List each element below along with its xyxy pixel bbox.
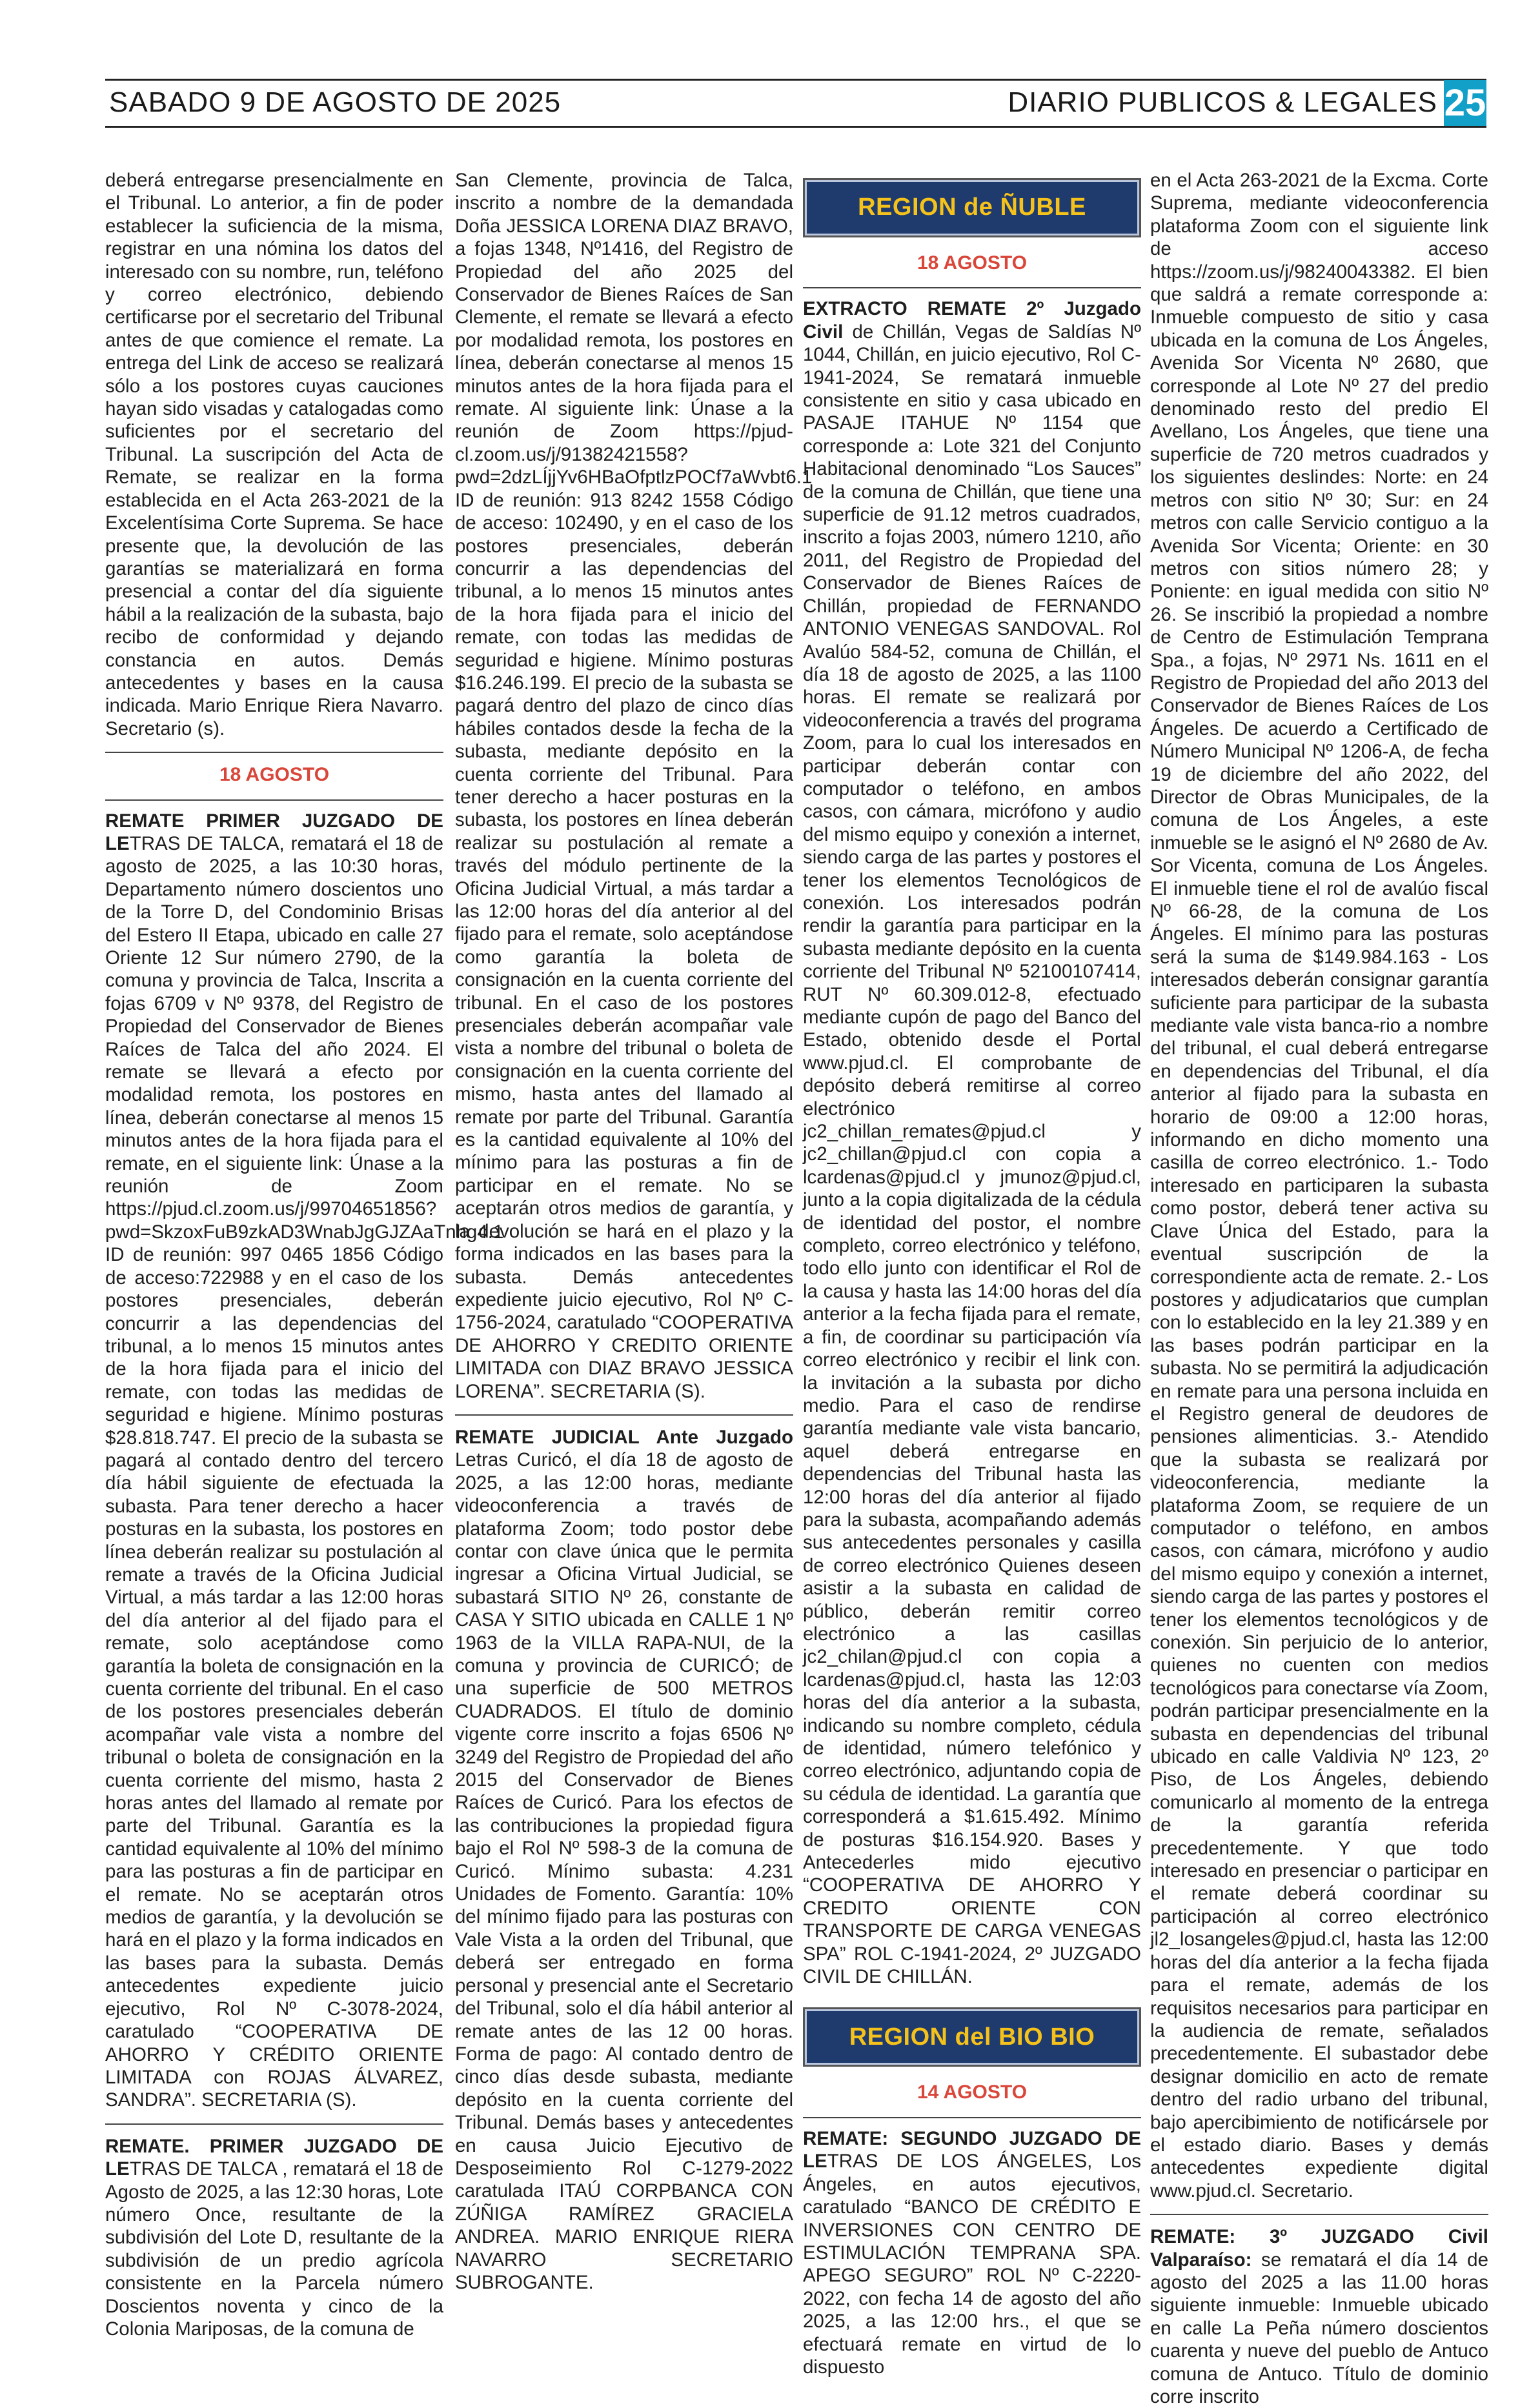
legal-notice bbox=[803, 297, 1141, 1988]
notice-lead: REMATE. PRIMER JUZGADO DE LE bbox=[105, 2135, 443, 2180]
column-2 bbox=[455, 169, 813, 2293]
notice-lead: REMATE: 3º JUZGADO Civil Valparaíso: bbox=[1150, 2226, 1488, 2271]
legal-notice bbox=[105, 2135, 443, 2341]
region-banner-bio-bio bbox=[803, 2007, 1141, 2067]
notice-body: TRAS DE TALCA , rematará el 18 de Agosto de 2025, a las 12:30 horas, Lote número Once, resultante de la subdivisión del Lote D, resultante de la subdivisión de un predio agrícola consistente en la Parcela número Doscientos noventa y cinco de la Colonia Mariposas, de la comuna de bbox=[105, 2158, 443, 2340]
date-heading: 14 AGOSTO bbox=[917, 2082, 1028, 2103]
notice-body: de Chillán, Vegas de Saldías Nº 1044, Chillán, en juicio ejecutivo, Rol C-1941-2024, Se rematará inmueble consistente en sitio y casa ubicado en PASAJE ITAHUE Nº 1154 que corresponde a: Lote 321 del Conjunto Habitacional denominado “Los Sauces” de la comuna de Chillán, que tiene una superficie de 91.12 metros cuadrados, inscrito a fojas 2003, número 1210, año 2011, del Registro de Propiedad del Conservador de Bienes Raíces de Chillán, propiedad de FERNANDO ANTONIO VENEGAS SANDOVAL. Rol Avalúo 584-52, comuna de Chillán, el día 18 de agosto de 2025, a las 1100 horas. El remate se realizará por videoconferencia a través del programa Zoom, para lo cual los interesados en participar deberán contar con computador o teléfono, en ambos casos, con cámara, micrófono y audio del mismo equipo y conexión a internet, siendo carga de las partes y postores el tener los elementos Tecnológicos de conexión. Los interesados podrán rendir la garantía para participar en la subasta mediante depósito en la cuenta corriente del Tribunal Nº 52100107414, RUT Nº 60.309.012-8, efectuado mediante cupón de pago del Banco del Estado, obtenido desde el Portal www.pjud.cl. El comprobante de depósito deberá remitirse al correo electrónico jc2_chillan_remates@pjud.cl y jc2_chillan@pjud.cl con copia a lcardenas@pjud.cl y jmunoz@pjud.cl, junto a la copia digitalizada de la cédula de identidad del postor, el nombre completo, correo electrónico y teléfono, todo ello junto con identificar el Rol de la causa y hasta las 14:00 horas del día anterior a la fecha fijada para el remate, a fin, de coordinar su participación vía correo electrónico y recibir el link con. la invitación a la subasta por dicho medio. Para el caso de rendirse garantía mediante vale vista bancario, aquel deberá entregarse en dependencias del Tribunal hasta las 12:00 horas del día anterior al fijado para la subasta, acompañando además sus antecedentes personales y casilla de correo electrónico Quienes deseen asistir a la subasta en calidad de público, deberán remitir correo electrónico a las casillas jc2_chilan@pjud.cl con copia a lcardenas@pjud.cl, hasta las 12:03 horas del día anterior a la subasta, indicando su nombre completo, cédula de identidad, número telefónico y correo electrónico, adjuntando copia de su cédula de identidad. La garantía que corresponderá a $1.615.492. Mínimo de posturas $16.154.920. Bases y Antecederles mido ejecutivo “COOPERATIVA DE AHORRO Y CREDITO ORIENTE CON TRANSPORTE DE CARGA VENEGAS SPA” ROL C-1941-2024, 2º JUZGADO CIVIL DE CHILLÁN. bbox=[803, 321, 1141, 1988]
notice-divider bbox=[455, 1414, 793, 1416]
header-top-rule bbox=[105, 79, 1486, 81]
column-1 bbox=[105, 169, 504, 2340]
notice-continuation: deberá entregarse presencialmente en el Tribunal. Lo anterior, a fin de poder establecer la suficiencia de la misma, registrar en una nómina los datos del interesado con su nombre, run, teléfono y correo electrónico, debiendo certificarse por el secretario del Tribunal antes de que comience el remate. La entrega del Link de acceso se realizará sólo a los postores cuyas cauciones hayan sido visadas y catalogadas como suficientes por el secretario del Tribunal. La suscripción del Acta de Remate, se realizar en la forma establecida en el Acta 263-2021 de la Excelentísima Corte Suprema. Se hace presente que, la devolución de las garantías se materializará en forma presencial a contar del día siguiente hábil a la realización de la subasta, bajo recibo de conformidad y dejando constancia en autos. Demás antecedentes y bases en la causa indicada. Mario Enrique Riera Navarro. Secretario (s). bbox=[105, 170, 443, 739]
legal-notice bbox=[1150, 2225, 1488, 2408]
notice-body: TRAS DE TALCA, rematará el 18 de agosto de 2025, a las 10:30 horas, Departamento número doscientos uno de la Torre D, del Condominio Brisas del Estero II Etapa, ubicado en calle 27 Oriente 12 Sur número 2790, de la comuna y provincia de Talca, Inscrita a fojas 6709 v Nº 9378, del Registro de Propiedad del Conservador de Bienes Raíces de Talca del año 2024. El remate se llevará a efecto por modalidad remota, los postores en línea, deberán conectarse al menos 15 minutos antes de la hora fijada para el remate, en el siguiente link: Únase a la reunión de Zoom https://pjud.cl.zoom.us/j/99704651856?pwd=SkzoxFuB9zkAD3WnabJgGJZAaTnhg4.1 ID de reunión: 997 0465 1856 Código de acceso:722988 y en el caso de los postores presenciales, deberán concurrir a las dependencias del tribunal, a lo menos 15 minutos antes de la hora fijada para el inicio del remate, con todas las medidas de seguridad e higiene. Mínimo posturas $28.818.747. El precio de la subasta se pagará al contado dentro del tercero día hábil siguiente de efectuada la subasta. Para tener derecho a hacer posturas en la subasta, los postores en línea deberán realizar su postulación al remate a través de la Oficina Judicial Virtual, a más tardar a las 12:00 horas del día anterior al del fijado para el remate, solo aceptándose como garantía la boleta de consignación en la cuenta corriente del tribunal. En el caso de los postores presenciales deberán acompañar vale vista a nombre del tribunal o boleta de consignación en la cuenta corriente del mismo, hasta 2 horas antes del llamado al remate por parte del Tribunal. Garantía es la cantidad equivalente al 10% del mínimo para las posturas a fin de participar en el remate. No se aceptarán otros medios de garantía, y la devolución se hará en el plazo y la forma indicados en las bases para la subasta. Demás antecedentes expediente juicio ejecutivo, Rol Nº C-3078-2024, caratulado “COOPERATIVA DE AHORRO Y CRÉDITO ORIENTE LIMITADA con ROJAS ÁLVAREZ, SANDRA”. SECRETARIA (S). bbox=[105, 832, 504, 2111]
region-title: REGION de ÑUBLE bbox=[858, 194, 1086, 221]
date-heading: 18 AGOSTO bbox=[917, 252, 1028, 274]
legal-notice bbox=[455, 1426, 793, 2294]
column-4 bbox=[1150, 169, 1488, 2407]
notice-divider bbox=[105, 799, 443, 801]
page-number-badge: 25 bbox=[1444, 80, 1486, 126]
date-heading: 18 AGOSTO bbox=[219, 764, 330, 786]
spacer bbox=[803, 1988, 1141, 1998]
notice-continuation: San Clemente, provincia de Talca, inscrito a nombre de la demandada Doña JESSICA LORENA DIAZ BRAVO, a fojas 1348, Nº1416, del Registro de Propiedad del año 2025 del Conservador de Bienes Raíces de San Clemente, el remate se llevará a efecto por modalidad remota, los postores en línea, deberán conectarse al menos 15 minutos antes de la hora fijada para el remate. Al siguiente link: Únase a la reunión de Zoom https://pjud-cl.zoom.us/j/91382421558?pwd=2dzLÍjjYv6HBaOfptlzPOCf7aWvbt6.1 ID de reunión: 913 8242 1558 Código de acceso: 102490, y en el caso de los postores presenciales, deberán concurrir a las dependencias del tribunal, a lo menos 15 minutos antes de la hora fijada para el inicio del remate, con todas las medidas de seguridad e higiene. Mínimo posturas $16.246.199. El precio de la subasta se pagará dentro del plazo de cinco días hábiles contados desde la fecha de la subasta, mediante depósito en la cuenta corriente del Tribunal. Para tener derecho a hacer posturas en la subasta, los postores en línea deberán realizar su postulación al remate a través del módulo pertinente de la Oficina Judicial Virtual, a más tardar a las 12:00 horas del día anterior al del fijado para el remate, solo aceptándose como garantía la boleta de consignación en la cuenta corriente del tribunal. En el caso de los postores presenciales deberán acompañar vale vista a nombre del tribunal o boleta de consignación en la cuenta corriente del mismo, hasta antes del llamado al remate por parte del Tribunal. Garantía es la cantidad equivalente al 10% del mínimo para las posturas a fin de participar en el remate. No se aceptarán otros medios de garantía, y la devolución se hará en el plazo y la forma indicados en las bases para la subasta. Demás antecedentes expediente juicio ejecutivo, Rol Nº C-1756-2024, caratulado “COOPERATIVA DE AHORRO Y CREDITO ORIENTE LIMITADA con DIAZ BRAVO JESSICA LORENA”. SECRETARIA (S). bbox=[455, 170, 813, 1402]
notice-body: se rematará el día 14 de agosto del 2025 a las 11.00 horas siguiente inmueble: Inmueble ubicado en calle La Peña número doscientos cuarenta y nueve del pueblo de Antuco comuna de Antuco. Título de dominio corre inscrito bbox=[1150, 2249, 1488, 2407]
notice-body: Letras Curicó, el día 18 de agosto de 2025, a las 12:00 horas, mediante videoconferencia a través de plataforma Zoom; todo postor debe contar con clave única que le permita ingresar a Oficina Virtual Judicial, se subastará SITIO Nº 26, constante de CASA Y SITIO ubicada en CALLE 1 Nº 1963 de la VILLA RAPA-NUI, de la comuna y provincia de CURICÓ; de una superficie de 500 METROS CUADRADOS. El título de dominio vigente corre inscrito a fojas 6506 Nº 3249 del Registro de Propiedad del año 2015 del Conservador de Bienes Raíces de Curicó. Para los efectos de las contribuciones la propiedad figura bajo el Rol Nº 598-3 de la comuna de Curicó. Mínimo subasta: 4.231 Unidades de Fomento. Garantía: 10% del mínimo fijado para las posturas con Vale Vista a la orden del Tribunal, que deberá ser entregado en forma personal y presencial ante el Secretario del Tribunal, solo el día hábil anterior al remate antes de las 12 00 horas. Forma de pago: Al contado dentro de cinco días desde subasta, mediante depósito en la cuenta corriente del Tribunal. Demás bases y antecedentes en causa Juicio Ejecutivo de Desposeimiento Rol C-1279-2022 caratulada ITAÚ CORPBANCA CON ZÚÑIGA RAMÍREZ GRACIELA ANDREA. MARIO ENRIQUE RIERA NAVARRO SECRETARIO SUBROGANTE. bbox=[455, 1449, 793, 2293]
header-publication-name: DIARIO PUBLICOS & LEGALES bbox=[1008, 86, 1437, 118]
notice-body: TRAS DE LOS ÁNGELES, Los Ángeles, en autos ejecutivos, caratulado “BANCO DE CRÉDITO E INVERSIONES CON CENTRO DE ESTIMULACIÓN TEMPRANA SPA. APEGO SEGURO” ROL Nº C-2220-2022, con fecha 14 de agosto del año 2025, a las 12:00 hrs., el que se efectuará remate en virtud de lo dispuesto bbox=[803, 2151, 1141, 2378]
notice-divider bbox=[105, 2123, 443, 2125]
column-3 bbox=[803, 169, 1141, 2378]
notice-lead: REMATE: SEGUNDO JUZGADO DE LE bbox=[803, 2127, 1141, 2172]
page-header bbox=[105, 79, 1486, 128]
notice-divider bbox=[803, 2117, 1141, 2118]
notice-lead: REMATE PRIMER JUZGADO DE LE bbox=[105, 810, 443, 854]
notice-divider bbox=[803, 287, 1141, 288]
header-date: SABADO 9 DE AGOSTO DE 2025 bbox=[109, 86, 562, 118]
header-bottom-rule bbox=[105, 126, 1486, 128]
notice-lead: EXTRACTO REMATE 2º Juzgado Civil bbox=[803, 298, 1141, 343]
notice-divider bbox=[1150, 2214, 1488, 2215]
notice-continuation: en el Acta 263-2021 de la Excma. Corte Suprema, mediante videoconferencia plataforma Zoom con el siguiente link de acceso https://zoom.us/j/98240043382. El bien que saldrá a remate corresponde a: Inmueble compuesto de sitio y casa ubicada en la comuna de Los Ángeles, Avenida Sor Vicenta Nº 2680, que corresponde al Lote Nº 27 del predio denominado resto del predio El Avellano, Los Ángeles, que tiene una superficie de 720 metros cuadrados y los siguientes deslindes: Norte: en 24 metros con sitio Nº 30; Sur: en 24 metros con calle Servicio contiguo a la Avenida Sor Vicenta; Oriente: en 30 metros con sitios número 28; y Poniente: en igual medida con sitio Nº 26. Se inscribió la propiedad a nombre de Centro de Estimulación Temprana Spa., a fojas, Nº 2971 Ns. 1611 en el Registro de Propiedad del año 2013 del Conservador de Bienes Raíces de Los Ángeles. De acuerdo a Certificado de Número Municipal Nº 1206-A, de fecha 19 de diciembre del año 2022, del Director de Obras Municipales, de la comuna de Los Ángeles, a este inmueble se le asignó el Nº 2680 de Av. Sor Vicenta, comuna de Los Ángeles. El inmueble tiene el rol de avalúo fiscal Nº 66-28, de la comuna de Los Ángeles. El mínimo para las posturas será la suma de $149.984.163 - Los interesados deberán consignar garantía suficiente para participar de la subasta mediante vale vista banca-rio a nombre del tribunal, el cual deberá entregarse en dependencias del Tribunal, el día anterior al fijado para la subasta en horario de 09:00 a 12:00 horas, informando en dicho momento una casilla de correo electrónico. 1.- Todo interesado en participaren la subasta como postor, deberá tener activa su Clave Única del Estado, para la eventual suscripción de la correspondiente acta de remate. 2.- Los postores y adjudicatarios que cumplan con lo establecido en la ley 21.389 y en las bases podrán participar en la subasta. No se permitirá la adjudicación en remate para una persona incluida en el Registro general de deudores de pensiones alimenticias. 3.- Atendido que la subasta se realizará por videoconferencia, mediante la plataforma Zoom, se requiere de un computador o teléfono, en ambos casos, con cámara, micrófono y audio del mismo equipo y conexión a internet, siendo carga de las partes y postores el tener los elementos tecnológicos y de conexión. Sin perjuicio de lo anterior, quienes no cuenten con medios tecnológicos para conectarse vía Zoom, podrán participar presencialmente en la subasta en dependencias del tribunal ubicado en calle Valdivia Nº 123, 2º Piso, de Los Ángeles, debiendo comunicarlo al momento de la entrega de la garantía referida precedentemente. Y que todo interesado en presenciar o participar en el remate deberá coordinar su participación al correo electrónico jl2_losangeles@pjud.cl, hasta las 12:00 horas del día anterior a la fecha fijada para el remate, además de los requisitos necesarios para participar en la audiencia de remate, señalados precedentemente. El subastador debe designar domicilio en acto de remate dentro del radio urbano del tribunal, bajo apercibimiento de notificársele por el estado diario. Bases y demás antecedentes expediente digital www.pjud.cl. Secretario. bbox=[1150, 170, 1488, 2202]
notice-divider bbox=[105, 752, 443, 753]
legal-notice bbox=[105, 810, 504, 2112]
region-banner-nuble bbox=[803, 178, 1141, 237]
legal-notice bbox=[803, 2127, 1141, 2378]
notice-lead: REMATE JUDICIAL Ante Juzgado bbox=[455, 1426, 793, 1448]
region-title: REGION del BIO BIO bbox=[849, 2023, 1095, 2051]
